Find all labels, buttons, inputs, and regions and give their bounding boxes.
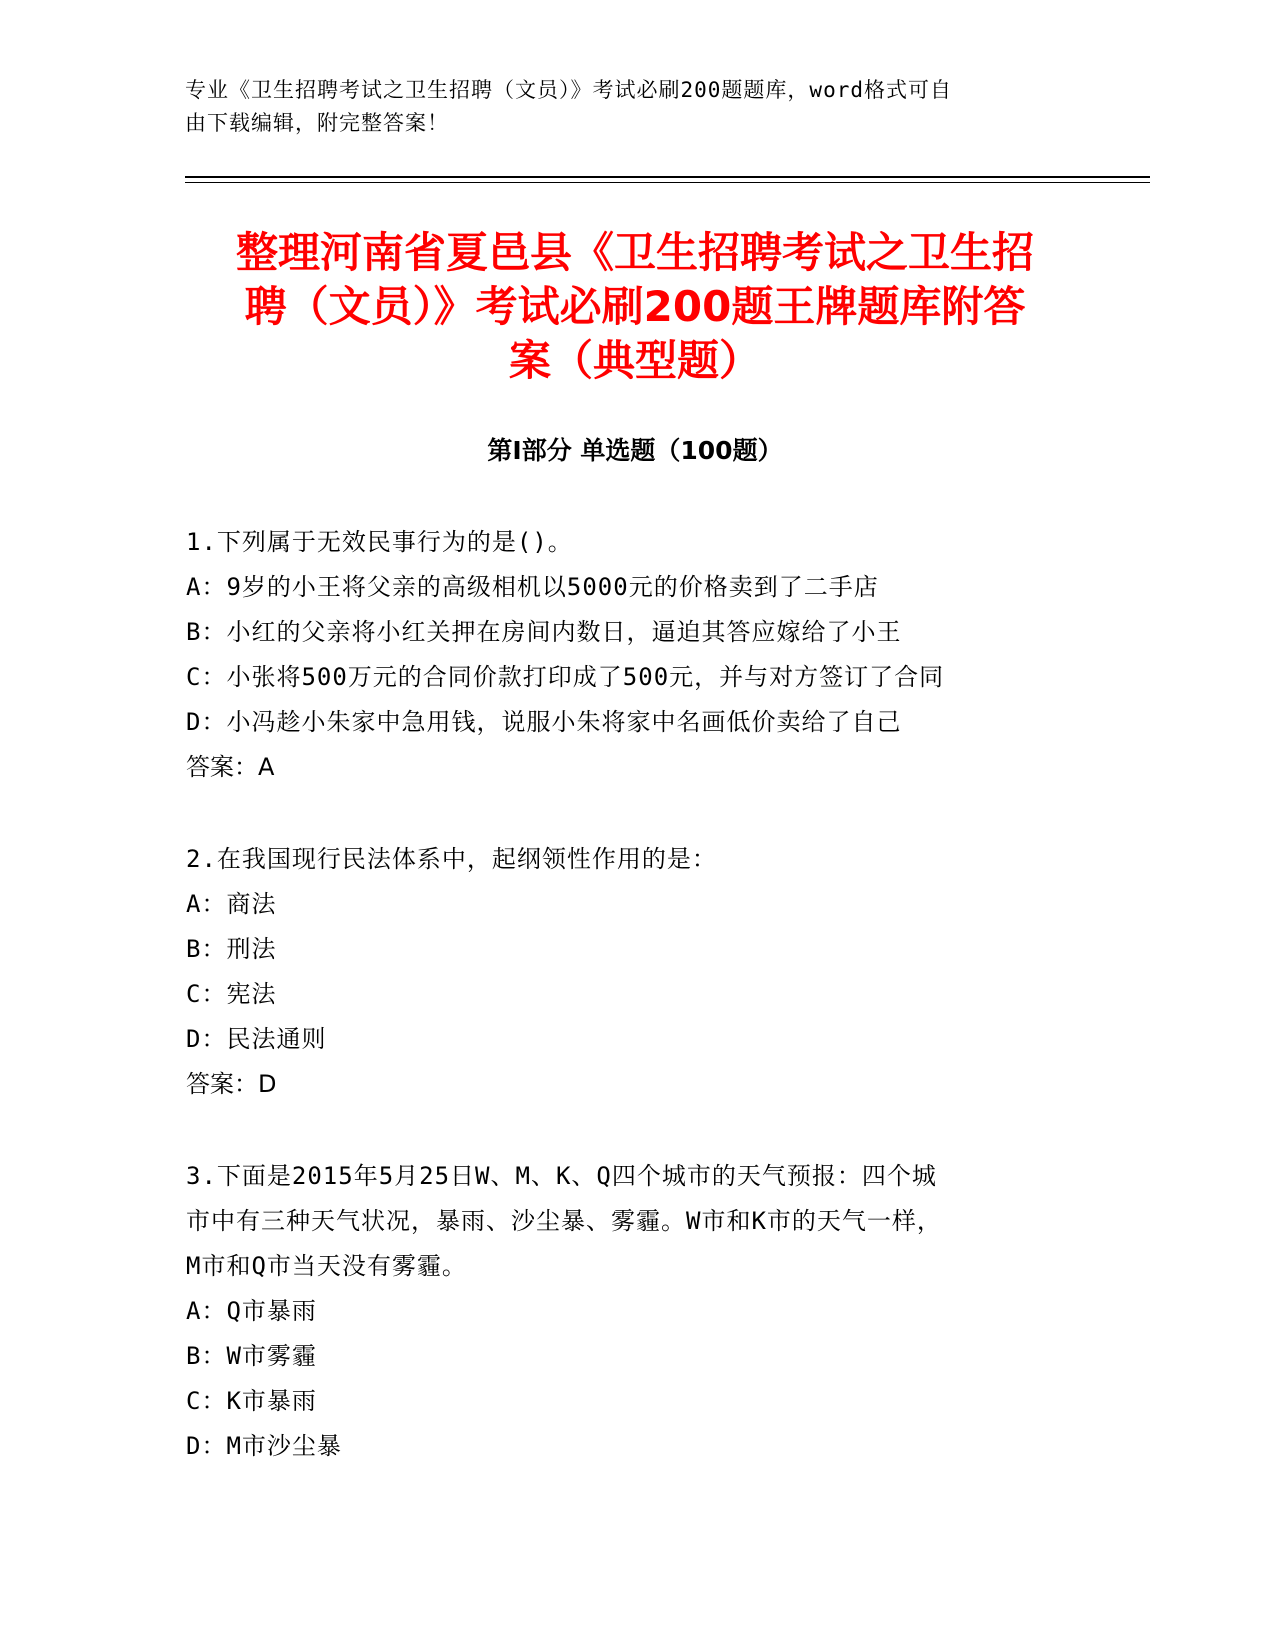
question-stem: 2.在我国现行民法体系中，起纲领性作用的是： — [186, 845, 717, 873]
option-b: B：小红的父亲将小红关押在房间内数日，逼迫其答应嫁给了小王 — [186, 618, 902, 646]
option-d: D：民法通则 — [186, 1025, 327, 1053]
question-stem-line-1: 3.下面是2015年5月25日W、M、K、Q四个城市的天气预报：四个城 — [186, 1162, 937, 1190]
header-note — [185, 74, 1065, 140]
document-title-line-2: 聘（文员）》考试必刷200题王牌题库附答 — [244, 282, 1026, 331]
header-note-line-1: 专业《卫生招聘考试之卫生招聘（文员）》考试必刷200题题库，word格式可自 — [185, 78, 952, 102]
option-c: C：小张将500万元的合同价款打印成了500元，并与对方签订了合同 — [186, 663, 945, 691]
question-stem: 1.下列属于无效民事行为的是()。 — [186, 528, 573, 556]
section-title: 第Ⅰ部分 单选题（100题） — [487, 436, 783, 465]
question-list — [186, 520, 1086, 1516]
document-title-line-3: 案（典型题） — [508, 336, 761, 385]
answer: 答案：D — [186, 1070, 277, 1098]
question-2 — [186, 837, 1086, 1107]
option-b: B：W市雾霾 — [186, 1342, 317, 1370]
question-stem-line-2: 市中有三种天气状况，暴雨、沙尘暴、雾霾。W市和K市的天气一样， — [186, 1207, 942, 1235]
answer: 答案：A — [186, 753, 275, 781]
question-stem-line-3: M市和Q市当天没有雾霾。 — [186, 1252, 467, 1280]
header-note-line-2: 由下载编辑，附完整答案！ — [185, 111, 449, 135]
option-c: C：K市暴雨 — [186, 1387, 317, 1415]
option-b: B：刑法 — [186, 935, 277, 963]
option-c: C：宪法 — [186, 980, 277, 1008]
option-a: A：商法 — [186, 890, 277, 918]
option-d: D：小冯趁小朱家中急用钱，说服小朱将家中名画低价卖给了自己 — [186, 708, 902, 736]
header-rule-thin — [185, 182, 1150, 183]
document-title — [175, 226, 1095, 388]
header-rule-thick — [185, 176, 1150, 178]
question-1 — [186, 520, 1086, 790]
option-d: D：M市沙尘暴 — [186, 1432, 342, 1460]
question-3 — [186, 1154, 1086, 1469]
option-a: A：9岁的小王将父亲的高级相机以5000元的价格卖到了二手店 — [186, 573, 879, 601]
option-a: A：Q市暴雨 — [186, 1297, 317, 1325]
document-title-line-1: 整理河南省夏邑县《卫生招聘考试之卫生招 — [235, 228, 1034, 277]
